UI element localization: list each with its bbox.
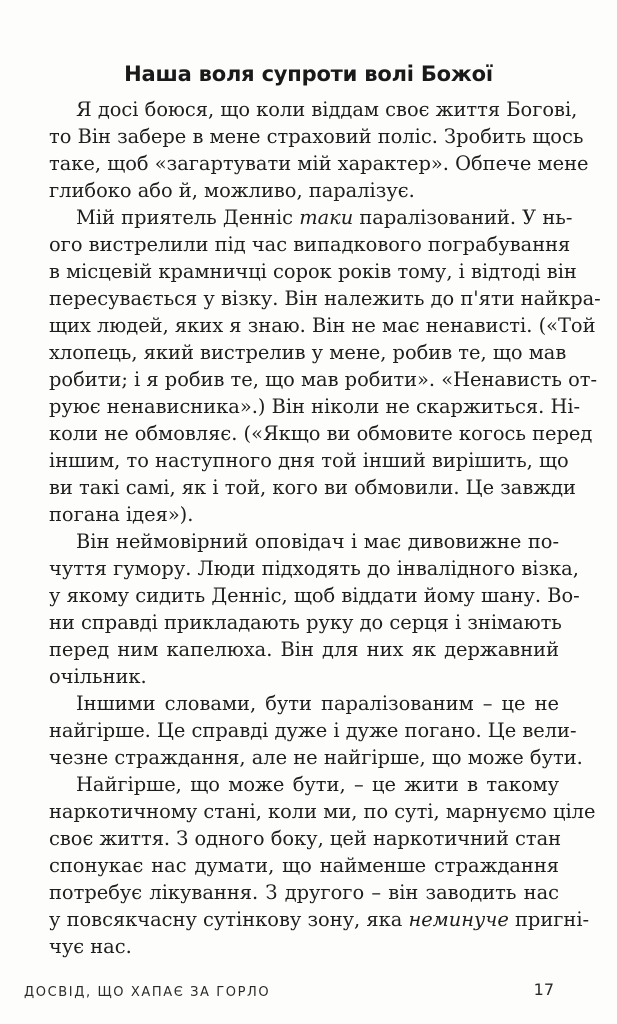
- text-line: пересувається у візку. Він належить до п'яти найкра-: [49, 287, 601, 310]
- text-line: погана ідея»).: [49, 503, 194, 526]
- text-line: наркотичному стані, коли ми, по суті, марнуємо ціле: [49, 800, 596, 823]
- text-line: в місцевій крамничці сорок років тому, і відтоді він: [49, 260, 577, 283]
- text-line: очільник.: [49, 665, 147, 688]
- text-run: паралізований. У нь-: [353, 206, 573, 229]
- text-line: найгірше. Це справді дуже і дуже погано. Це вели-: [49, 719, 577, 742]
- text-line: коли не обмовляє. («Якщо ви обмовите когось перед: [49, 422, 593, 445]
- italic-emphasis: таки: [299, 206, 354, 229]
- text-line: чезне страждання, але не найгірше, що може бути.: [49, 746, 583, 769]
- text-run: Мій приятель Денніс: [76, 206, 300, 229]
- text-run: пригні-: [508, 908, 590, 931]
- page-number: 17: [533, 980, 554, 999]
- text-line: то Він забере в мене страховий поліс. Зробить щось: [49, 125, 584, 148]
- text-line: Я досі боюся, що коли віддам своє життя Богові,: [76, 98, 578, 121]
- text-line: іншим, то наступного дня той інший вирішить, що: [49, 449, 569, 472]
- text-line: ого вистрелили під час випадкового пограбування: [49, 233, 571, 256]
- text-line: спонукає нас думати, що найменше страждання: [49, 854, 559, 877]
- text-line: чує нас.: [49, 935, 132, 958]
- paragraph-1: [49, 96, 589, 204]
- text-line: [49, 906, 590, 933]
- body-text: [49, 96, 601, 960]
- text-line: таке, щоб «загартувати мій характер». Обпече мене: [49, 152, 589, 175]
- text-line: [49, 204, 573, 231]
- text-line: чуття гумору. Люди підходять до інвалідного візка,: [49, 557, 579, 580]
- text-line: Він неймовірний оповідач і має дивовижне по-: [76, 530, 559, 553]
- text-run: у повсякчасну сутінкову зону, яка: [49, 908, 409, 931]
- text-line: Іншими словами, бути паралізованим – це не: [76, 692, 559, 715]
- italic-emphasis: неминуче: [408, 908, 509, 931]
- text-line: перед ним капелюха. Він для них як державний: [49, 638, 559, 661]
- text-line: потребує лікування. З другого – він заводить нас: [49, 881, 559, 904]
- text-line: руює ненависника».) Він ніколи не скаржиться. Ні-: [49, 395, 581, 418]
- text-line: ни справді прикладають руку до серця і знімають: [49, 611, 562, 634]
- text-line: глибоко або й, можливо, паралізує.: [49, 179, 415, 202]
- chapter-heading: Наша воля супроти волі Божої: [124, 62, 493, 86]
- text-line: у якому сидить Денніс, щоб віддати йому шану. Во-: [49, 584, 580, 607]
- paragraph-4: [49, 690, 583, 771]
- paragraph-5: [49, 771, 596, 960]
- text-line: щих людей, яких я знаю. Він не має ненависті. («Той: [49, 314, 596, 337]
- running-footer-title: ДОСВІД, ЩО ХАПАЄ ЗА ГОРЛО: [24, 985, 271, 1000]
- text-line: ви такі самі, як і той, кого ви обмовили. Це завжди: [49, 476, 576, 499]
- text-line: своє життя. З одного боку, цей наркотичний стан: [49, 827, 562, 850]
- paragraph-3: [49, 528, 580, 690]
- paragraph-2: [49, 204, 601, 528]
- text-line: робити; і я робив те, що мав робити». «Ненависть от-: [49, 368, 598, 391]
- text-line: Найгірше, що може бути, – це жити в такому: [76, 773, 559, 796]
- text-line: хлопець, який вистрелив у мене, робив те, що мав: [49, 341, 567, 364]
